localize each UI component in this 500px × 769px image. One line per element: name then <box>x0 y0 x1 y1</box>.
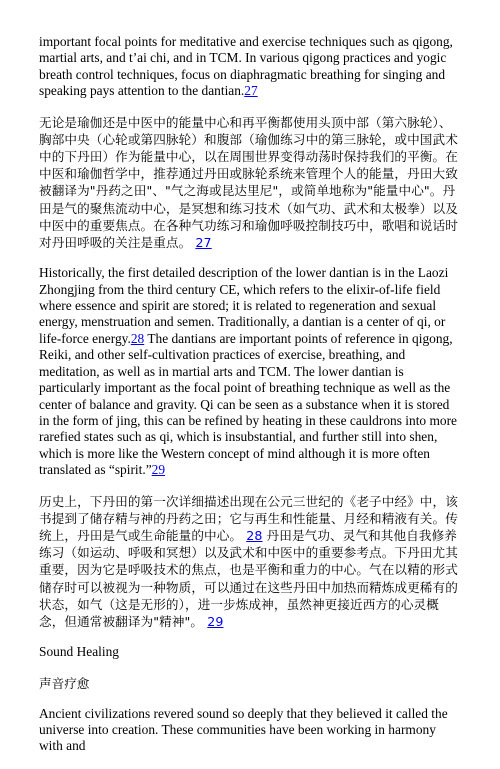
paragraph-text: 历史上，下丹田的第一次详细描述出现在公元三世纪的《老子中经》中，该书提到了储存精与神的丹药之田；它与再生和性能量、月经和精液有关。传统上，丹田是气或生命能量的中心。 <box>39 493 458 543</box>
footnote-link-29[interactable]: 29 <box>151 462 166 478</box>
document-page <box>39 34 463 769</box>
paragraph-chinese-1 <box>39 114 463 252</box>
paragraph-text: important focal points for meditative and exercise techniques such as qigong, martial arts, and t’ai chi, and in TCM. In various qigong practices and yogic breath control techniques, focus on diaphragmatic breathing for singing and speaking pays attention to the dantian. <box>39 34 453 99</box>
footnote-link-29[interactable]: 29 <box>207 613 224 629</box>
paragraph-text: Historically, the first detailed description of the lower dantian is in the Laozi Zhongjing from the third century CE, which refers to the elixir-of-life field where essence and spirit are stored; it is related to regeneration and sexual energy, menstruation and semen. Traditionally, a dantian is a center of qi, or life-force energy. <box>39 265 449 346</box>
footnote-link-28[interactable]: 28 <box>130 330 145 346</box>
footnote-link-27[interactable]: 27 <box>244 83 258 99</box>
footnote-link-28[interactable]: 28 <box>246 527 263 543</box>
paragraph-text: 丹田是气功、灵气和其他自我修养练习（如运动、呼吸和冥想）以及武术和中医中的重要参考点。下丹田尤其重要，因为它是呼吸技术的焦点，也是平衡和重力的中心。气在以精的形式储存时可以被视为一种物质，可以通过在这些丹田中加热而精炼成更稀有的状态，如气（这是无形的），进一步炼成神，虽然神更接近西方的心灵概念，但通常被翻译为"精神"。 <box>39 527 458 629</box>
section-heading-english: Sound Healing <box>39 644 119 660</box>
paragraph-text: 无论是瑜伽还是中医中的能量中心和再平衡都使用头顶中部（第六脉轮）、胸部中央（心轮或第四脉轮）和腹部（瑜伽练习中的第三脉轮，或中国武术中的下丹田）作为能量中心，以在周围世界变得动荡时保持我们的平衡。在中医和瑜伽哲学中，推荐通过丹田或脉轮系统来管理个人的能量，丹田大致被翻译为"丹药之田"、"气之海或昆达里尼"，或简单地称为"能量中心"。丹田是气的聚焦流动中心，是冥想和练习技术（如气功、武术和太极拳）以及中医中的重要焦点。在各种气功练习和瑜伽呼吸控制技巧中，歌唱和说话时对丹田呼吸的关注是重点。 <box>39 114 458 251</box>
paragraph-english-3: Ancient civilizations revered sound so deeply that they believed it called the universe into creation. These communities have been working in harmony with and <box>39 705 448 754</box>
paragraph-english-2 <box>39 265 463 478</box>
section-heading-chinese: 声音疗愈 <box>39 675 90 691</box>
paragraph-chinese-2 <box>39 493 463 631</box>
paragraph-english-1 <box>39 34 463 100</box>
paragraph-text: The dantians are important points of reference in qigong, Reiki, and other self-cultivation practices of exercise, breathing, and meditation, as well as in martial arts and TCM. The lower dantian is particularly important as the focal point of breathing technique as well as the center of balance and gravity. Qi can be seen as a substance when it is stored in the form of jing, this can be refined by heating in these cauldrons into more rarefied states such as qi, which is insubstantial, and further still into shen, which is more like the Western concept of mind although it is more often translated as “spirit.” <box>39 330 457 478</box>
footnote-link-27[interactable]: 27 <box>195 235 212 251</box>
